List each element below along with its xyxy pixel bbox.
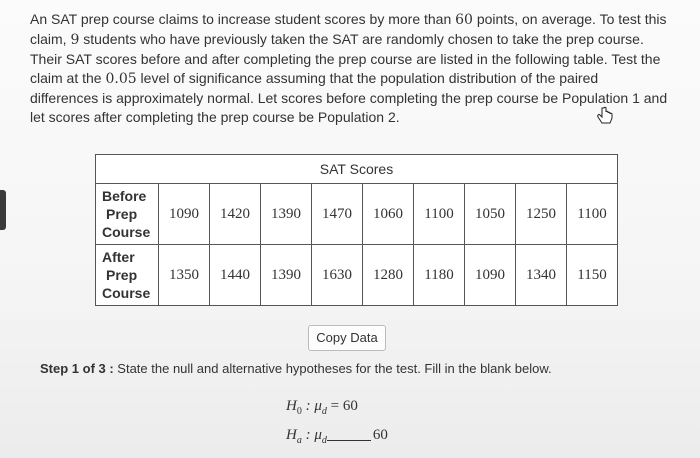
- table-cell: 1440: [210, 245, 261, 306]
- row-label-before: Before Prep Course: [96, 184, 159, 245]
- table-row-before: [96, 184, 618, 245]
- window-edge-handle: [0, 190, 6, 230]
- table-cell: 1420: [210, 184, 261, 245]
- table-cell: 1470: [312, 184, 363, 245]
- alternative-hypothesis: $H_a$ : $\mu_d$ 60: [286, 427, 388, 446]
- problem-statement: An SAT prep course claims to increase student scores by more than 60 points, on average. To test this claim, 9 students who have previously taken the SAT are randomly chosen to take the prep course. Their SAT scores before and after completing the prep course are listed in the following table. Test the claim at the 0.05 level of significance assuming that the population distribution of the paired differences is approximately normal. Let scores before completing the prep course be Population 1 and let scores after completing the prep course be Population 2.: [30, 11, 668, 125]
- table-cell: 1060: [363, 184, 414, 245]
- copy-data-button[interactable]: Copy Data: [308, 325, 386, 351]
- table-cell: 1390: [261, 184, 312, 245]
- table-cell: 1250: [516, 184, 567, 245]
- inequality-blank-input[interactable]: [327, 426, 371, 441]
- row-label-after: After Prep Course: [96, 245, 159, 306]
- table-cell: 1350: [159, 245, 210, 306]
- table-cell: 1050: [465, 184, 516, 245]
- null-hypothesis: $H_0$ : $\mu_d = 60$: [286, 398, 358, 417]
- table-cell: 1340: [516, 245, 567, 306]
- table-cell: 1280: [363, 245, 414, 306]
- table-cell: 1100: [414, 184, 465, 245]
- step-instruction: Step 1 of 3 : State the null and alternative hypotheses for the test. Fill in the blank below.: [40, 361, 552, 376]
- table-cell: 1180: [414, 245, 465, 306]
- sat-scores-table: [95, 154, 618, 306]
- table-cell: 1630: [312, 245, 363, 306]
- table-cell: 1390: [261, 245, 312, 306]
- table-cell: 1150: [567, 245, 618, 306]
- table-title: SAT Scores: [96, 155, 618, 184]
- table-cell: 1090: [465, 245, 516, 306]
- hand-cursor-icon: [596, 106, 614, 126]
- table-cell: 1100: [567, 184, 618, 245]
- table-row-after: [96, 245, 618, 306]
- table-cell: 1090: [159, 184, 210, 245]
